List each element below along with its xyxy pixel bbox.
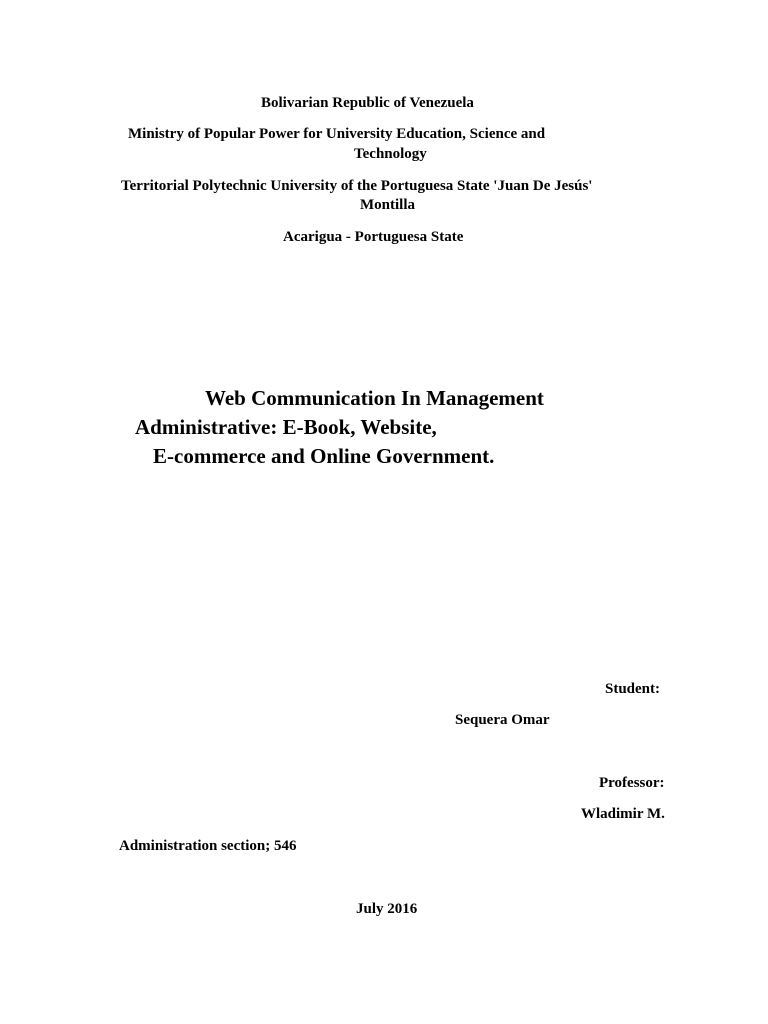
title-line-1: Web Communication In Management (205, 386, 544, 410)
student-label: Student: (605, 681, 661, 697)
country-line: Bolivarian Republic of Venezuela (261, 95, 474, 111)
ministry-line-1: Ministry of Popular Power for University Education, Science and (128, 126, 546, 142)
university-line-2: Montilla (360, 197, 415, 213)
section-line: Administration section; 546 (119, 838, 297, 854)
student-name: Sequera Omar (455, 712, 550, 728)
university-line-1: Territorial Polytechnic University of the Portuguesa State 'Juan De Jesús' (121, 178, 593, 194)
location-line: Acarigua - Portuguesa State (283, 229, 464, 245)
professor-name: Wladimir M. (581, 806, 665, 822)
date-line: July 2016 (356, 901, 418, 917)
title-line-3: E-commerce and Online Government. (153, 444, 495, 468)
professor-label: Professor: (599, 775, 665, 791)
ministry-line-2: Technology (354, 146, 427, 162)
title-line-2: Administrative: E-Book, Website, (135, 415, 437, 439)
